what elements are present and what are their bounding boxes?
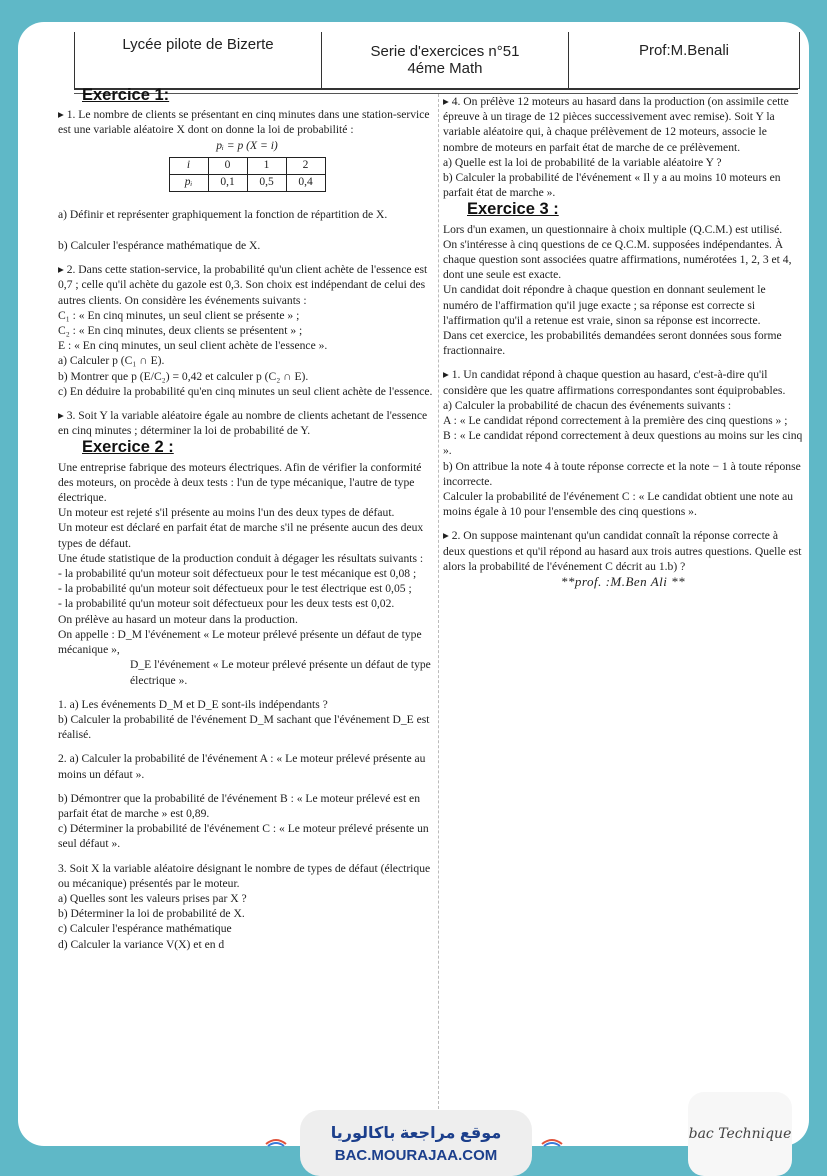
- table-cell: 0: [208, 157, 247, 174]
- ex2-q3c: c) Calculer l'espérance mathématique: [58, 922, 232, 936]
- ex3-p1: Lors d'un examen, un questionnaire à choix multiple (Q.C.M.) est utilisé.: [443, 222, 783, 236]
- left-column: [58, 86, 436, 952]
- exercise-1-title: Exercice 1:: [82, 86, 170, 104]
- ex2-q2a: 2. a) Calculer la probabilité de l'événement A : « Le moteur prélevé présente au moins un défaut ».: [58, 752, 426, 781]
- ex2-q3: 3. Soit X la variable aléatoire désignant le nombre de types de défaut (électrique ou mécanique) présentés par le moteur.: [58, 861, 431, 890]
- brand-text: bac Technique: [688, 1126, 792, 1142]
- ex3-q1c: Calculer la probabilité de l'événement C : « Le candidat obtient une note au moins égale à 10 pour l'ensemble des cinq questions ».: [443, 490, 794, 519]
- ex3-q2: ▸ 2. On suppose maintenant qu'un candidat connaît la réponse correcte à deux questions et qu'il répond au hasard aux trois autres questions. Quelle est alors la probabilité de l'événement C décrit au 1.b) ?: [443, 529, 802, 573]
- header-table: [74, 32, 800, 89]
- ex2-p4: Une étude statistique de la production conduit à dégager les résultats suivants :: [58, 551, 424, 565]
- ex2-de: D_E l'événement « Le moteur prélevé présente un défaut de type électrique ».: [130, 658, 431, 687]
- ex2-p3: Un moteur est déclaré en parfait état de marche s'il ne présente aucun des deux types de défaut.: [58, 521, 424, 550]
- ex2-q1a: 1. a) Les événements D_M et D_E sont-ils indépendants ?: [58, 697, 328, 711]
- ex3-p3: Un candidat doit répondre à chaque question en donnant seulement le numéro de l'affirmation qu'il juge exacte ; sa réponse est correcte si l'affirmation qu'il a retenue est vraie, sinon sa réponse est incorrecte.: [443, 283, 766, 327]
- table-cell: 0,1: [208, 174, 247, 191]
- ex3-q1: ▸ 1. Un candidat répond à chaque question au hasard, c'est-à-dire qu'il considère que les quatre affirmations correspondantes sont équiprobables.: [443, 368, 786, 397]
- ex2-p2: Un moteur est rejeté s'il présente au moins l'un des deux types de défaut.: [58, 506, 395, 520]
- brand-logo: [688, 1092, 792, 1176]
- probability-table: [169, 157, 326, 192]
- ex1-q1-intro: ▸ 1. Le nombre de clients se présentant en cinq minutes dans une station-service est une variable aléatoire X dont on donne la loi de probabilité :: [58, 108, 430, 137]
- site-badge[interactable]: [300, 1110, 532, 1176]
- ex1-q2c: c) En déduire la probabilité qu'en cinq minutes un seul client achète de l'essence.: [58, 384, 433, 398]
- prof-name: Prof:M.Benali: [638, 42, 730, 59]
- right-column: [443, 94, 803, 589]
- ex2-q2c: c) Déterminer la probabilité de l'événement C : « Le moteur prélevé présente un seul défaut ».: [58, 822, 429, 851]
- table-cell: 1: [247, 157, 286, 174]
- series-title: Serie d'exercices n°51: [370, 43, 520, 60]
- level: 4éme Math: [407, 60, 483, 77]
- exercise-3-title: Exercice 3 :: [467, 200, 559, 219]
- table-row: [169, 174, 325, 191]
- ex2-q3a: a) Quelles sont les valeurs prises par X ?: [58, 891, 247, 905]
- ex1-formula: pᵢ = p (X = i): [216, 138, 278, 152]
- ex1-q1b: b) Calculer l'espérance mathématique de X.: [58, 239, 261, 253]
- ex3-event-b: B : « Le candidat répond correctement à deux questions au moins sur les cinq ».: [443, 429, 803, 458]
- table-cell: pᵢ: [169, 174, 208, 191]
- ex2-q4a: a) Quelle est la loi de probabilité de la variable aléatoire Y ?: [443, 155, 722, 169]
- table-cell: 0,5: [247, 174, 286, 191]
- ex3-event-a: A : « Le candidat répond correctement à la première des cinq questions » ;: [443, 414, 788, 428]
- site-name-arabic: موقع مراجعة باكالوريا: [330, 1124, 502, 1142]
- prof-cell: [569, 32, 799, 88]
- ex2-p5: On prélève au hasard un moteur dans la production.: [58, 612, 298, 626]
- ex2-q3b: b) Déterminer la loi de probabilité de X.: [58, 907, 245, 921]
- ex1-event-c1: C₁ : « En cinq minutes, un seul client se présente » ;: [58, 308, 300, 322]
- ex1-q2b: b) Montrer que p (E/C₂) = 0,42 et calculer p (C₂ ∩ E).: [58, 369, 309, 383]
- ex3-q1a: a) Calculer la probabilité de chacun des événements suivants :: [443, 398, 732, 412]
- site-url[interactable]: BAC.MOURAJAA.COM: [334, 1146, 498, 1164]
- school-cell: [75, 32, 322, 88]
- signature: **prof. :M.Ben Ali **: [560, 574, 686, 590]
- ex2-q4b: b) Calculer la probabilité de l'événement « Il y a au moins 10 moteurs en parfait état de marche ».: [443, 171, 781, 200]
- ex3-p2: On s'intéresse à cinq questions de ce Q.C.M. supposées indépendantes. À chaque question sont associées quatre affirmations, numérotées 1, 2, 3 et 4, dont une seule est exacte.: [443, 237, 792, 282]
- ex1-event-e: E : « En cinq minutes, un seul client achète de l'essence ».: [58, 339, 328, 353]
- ex1-q1a: a) Définir et représenter graphiquement la fonction de répartition de X.: [58, 207, 388, 221]
- school-name: Lycée pilote de Bizerte: [122, 36, 274, 53]
- ex2-s3: - la probabilité qu'un moteur soit défectueux pour les deux tests est 0,02.: [58, 597, 395, 611]
- ex2-q3d: d) Calculer la variance V(X) et en d: [58, 937, 225, 951]
- ex2-q1b: b) Calculer la probabilité de l'événement D_M sachant que l'événement D_E est réalisé.: [58, 712, 430, 742]
- ex3-q1b: b) On attribue la note 4 à toute réponse correcte et la note − 1 à toute réponse incorrecte.: [443, 459, 801, 488]
- ex2-dm: On appelle : D_M l'événement « Le moteur prélevé présente un défaut de type mécanique »,: [58, 627, 422, 657]
- table-cell: i: [169, 157, 208, 174]
- exercise-sheet: [18, 22, 809, 1164]
- table-row: [169, 157, 325, 174]
- column-divider: [438, 94, 439, 1124]
- ex2-q2b: b) Démontrer que la probabilité de l'événement B : « Le moteur prélevé est en parfait état de marche » est 0,89.: [58, 791, 421, 820]
- book-logo-icon: [540, 1132, 564, 1148]
- series-cell: [322, 32, 569, 88]
- ex1-q2-intro: ▸ 2. Dans cette station-service, la probabilité qu'un client achète de l'essence est 0,7 ; celle qu'il achète du gazole est 0,3. Son choix est indépendant de celui des autres clients. On considère les événements suivants :: [58, 263, 428, 307]
- table-cell: 0,4: [286, 174, 325, 191]
- ex3-p4: Dans cet exercice, les probabilités demandées seront données sous forme fractionnaire.: [443, 329, 782, 358]
- ex1-event-c2: C₂ : « En cinq minutes, deux clients se présentent » ;: [58, 324, 303, 338]
- ex1-q2a: a) Calculer p (C₁ ∩ E).: [58, 354, 165, 368]
- ex2-p1: Une entreprise fabrique des moteurs électriques. Afin de vérifier la conformité des moteurs, on procède à deux tests : l'un de type mécanique, l'autre de type électrique.: [58, 460, 422, 505]
- ex2-s1: - la probabilité qu'un moteur soit défectueux pour le test mécanique est 0,08 ;: [58, 567, 417, 581]
- book-logo-icon: [264, 1132, 288, 1148]
- table-cell: 2: [286, 157, 325, 174]
- ex1-q3: ▸ 3. Soit Y la variable aléatoire égale au nombre de clients achetant de l'essence en cinq minutes ; déterminer la loi de probabilité de Y.: [58, 409, 428, 438]
- ex2-q4: ▸ 4. On prélève 12 moteurs au hasard dans la production (on assimile cette épreuve à un tirage de 12 pièces successivement avec remise). Soit Y la variable aléatoire qui, à chaque prélèvement de 12 moteurs, associe le nombre de moteurs en parfait état de marche de ce prélèvement.: [443, 95, 789, 154]
- ex2-s2: - la probabilité qu'un moteur soit défectueux pour le test électrique est 0,05 ;: [58, 582, 412, 596]
- exercise-2-title: Exercice 2 :: [82, 438, 174, 457]
